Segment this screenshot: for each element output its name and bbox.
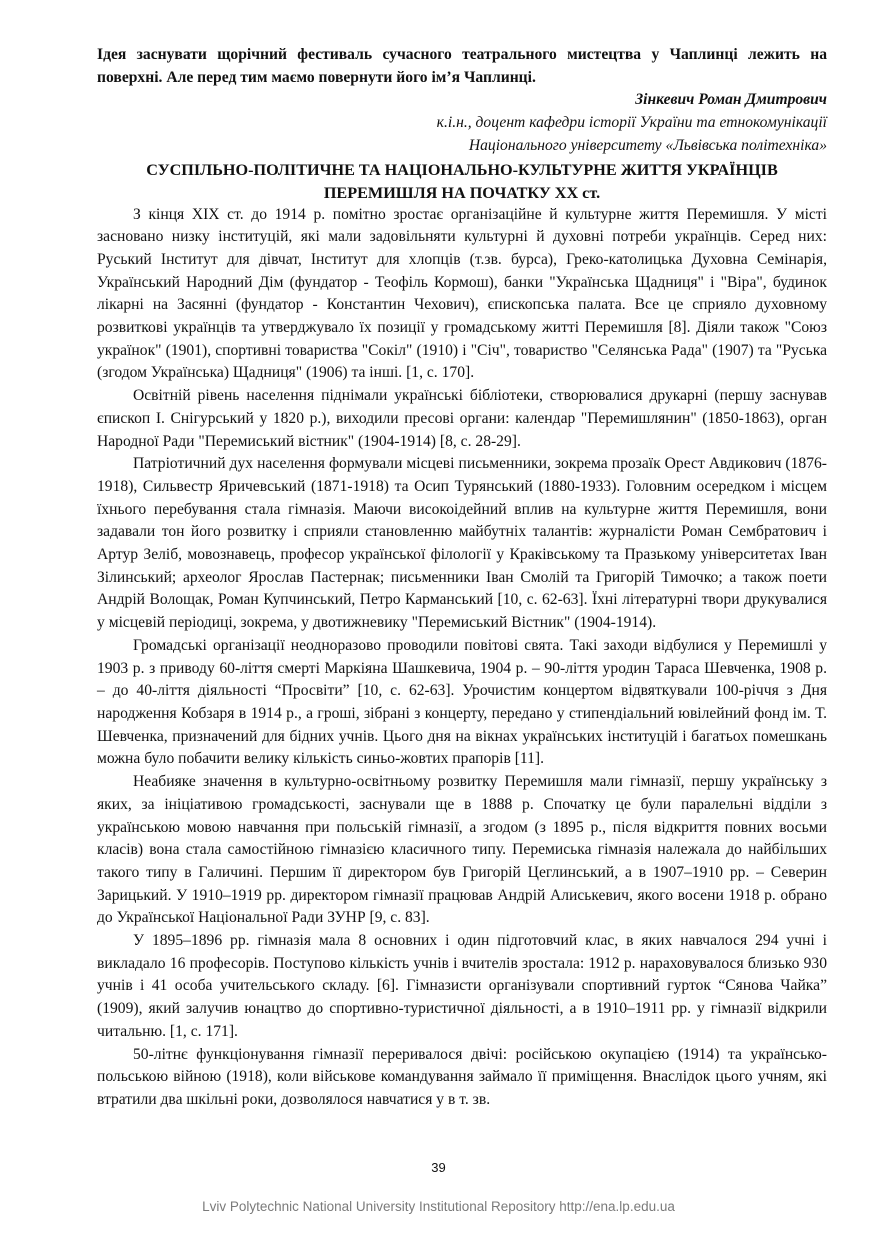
repository-footer: Lviv Polytechnic National University Institutional Repository http://ena.lp.edu.ua: [202, 1199, 675, 1214]
page-number: 39: [431, 1160, 446, 1175]
body-paragraph: Патріотичний дух населення формували місцеві письменники, зокрема прозаїк Орест Авдикович (1876-1918), Сильвестр Яричевський (1871-1918) та Осип Турянський (1880-1933). Головним осередком і місцем їхнього перебування стала гімназія. Маючи високоідейний вплив на культурне життя Перемишля, вони задавали тон його розвитку і сприяли становленню майбутніх талантів: журналісти Роман Сембратович і Артур Зеліб, мовознавець, професор української філології у Краківському та Празькому університетах Іван Зілинський; археолог Ярослав Пастернак; письменники Іван Смолій та Григорій Тимочко; а також поети Андрій Волощак, Роман Купчинський, Петро Карманський [10, с. 62-63]. Їхні літературні твори друкувалися у місцевій періодиці, зокрема, у двотижневику "Перемиський Вістник" (1904-1914).: [97, 455, 827, 632]
body-paragraph: 50-літнє функціонування гімназії переривалося двічі: російською окупацією (1914) та українсько-польською війною (1918), коли військове командування займало її приміщення. Внаслідок цього учням, які втратили два шкільні роки, дозволялося навчатися у в т. зв.: [97, 1045, 827, 1108]
body-paragraph: Громадські організації неодноразово проводили повітові свята. Такі заходи відбулися у Перемишлі у 1903 р. з приводу 60-ліття смерті Маркіяна Шашкевича, 1904 р. – 90-ліття уродин Тараса Шевченка, 1908 р. – до 40-ліття діяльності “Просвіти” [10, с. 62-63]. Урочистим концертом відвяткували 100-річчя з Дня народження Кобзаря в 1914 р., а гроші, зібрані з концерту, передано у стипендіальний ювілейний фонд ім. Т. Шевченка, призначений для бідних учнів. Цього дня на вікнах українських інституцій і багатьох помешкань можна було побачити велику кількість синьо-жовтих прапорів [11].: [97, 636, 827, 768]
author-name: Зінкевич Роман Дмитрович: [635, 91, 827, 109]
body-paragraph: У 1895–1896 рр. гімназія мала 8 основних і один підготовчий клас, в яких навчалося 294 учні і викладало 16 професорів. Поступово кількість учнів і вчителів зростала: 1912 р. нараховувалося близько 930 учнів і 41 особа учительського складу. [6]. Гімназисти організували спортивний гурток “Сянова Чайка” (1909), який залучив юнацтво до спортивно-туристичної діяльності, а в 1910–1911 рр. у гімназії відкрили читальню. [1, с. 171].: [97, 932, 827, 1040]
lead-paragraph: Ідея заснувати щорічний фестиваль сучасного театрального мистецтва у Чаплинці лежить на поверхні. Але перед тим маємо повернути його ім’я Чаплинці.: [97, 46, 827, 86]
article-title-line-2: ПЕРЕМИШЛЯ НА ПОЧАТКУ ХХ ст.: [323, 183, 601, 202]
article-page: [97, 44, 827, 1112]
article-title-line-1: СУСПІЛЬНО-ПОЛІТИЧНЕ ТА НАЦІОНАЛЬНО-КУЛЬТУРНЕ ЖИТТЯ УКРАЇНЦІВ: [146, 160, 778, 179]
body-paragraph: З кінця ХІХ ст. до 1914 р. помітно зростає організаційне й культурне життя Перемишля. У місті засновано низку інституцій, які мали задовільняти культурні й духовні потреби українців. Серед них: Руський Інститут для дівчат, Інститут для хлопців (т.зв. бурса), Греко-католицька Духовна Семінарія, Український Народний Дім (фундатор - Теофіль Кормош), банки "Українська Щадниця" і "Віра", будинок лікарні на Засянні (фундатор - Константин Чехович), єпископська палата. Все це сприяло духовному розвиткові українців та утверджувало їх позиції у громадському житті Перемишля [8]. Діяли також "Союз українок" (1901), спортивні товариства "Сокіл" (1910) і "Січ", товариство "Селянська Рада" (1907) та "Руська (згодом Українська) Щадниця" (1906) та інші. [1, с. 170].: [97, 205, 827, 382]
author-institution: Національного університету «Львівська політехніка»: [468, 136, 827, 154]
body-paragraph: Освітній рівень населення піднімали українські бібліотеки, створювалися друкарні (першу заснував єпископ І. Снігурський у 1820 р.), виходили пресові органи: календар "Перемишлянин" (1850-1863), орган Народної Ради "Перемиський вістник" (1904-1914) [8, с. 28-29].: [97, 387, 827, 450]
body-paragraph: Неабияке значення в культурно-освітньому розвитку Перемишля мали гімназії, першу українську з яких, за ініціативою громадськості, заснували ще в 1888 р. Спочатку це були паралельні відділи з українською мовою навчання при польській гімназії, а згодом (з 1895 р., після відкриття повних восьми класів) вона стала самостійною гімназією класичного типу. Перемиська гімназія належала до найбільших такого типу в Галичині. Першим її директором був Григорій Цеглинський, а в 1907–1910 рр. – Северин Зарицький. У 1910–1919 рр. директором гімназії працював Андрій Алиськевич, якого восени 1918 р. обрано до Української Національної Ради ЗУНР [9, с. 83].: [97, 773, 827, 927]
author-position: к.і.н., доцент кафедри історії України та етнокомунікації: [436, 114, 827, 132]
